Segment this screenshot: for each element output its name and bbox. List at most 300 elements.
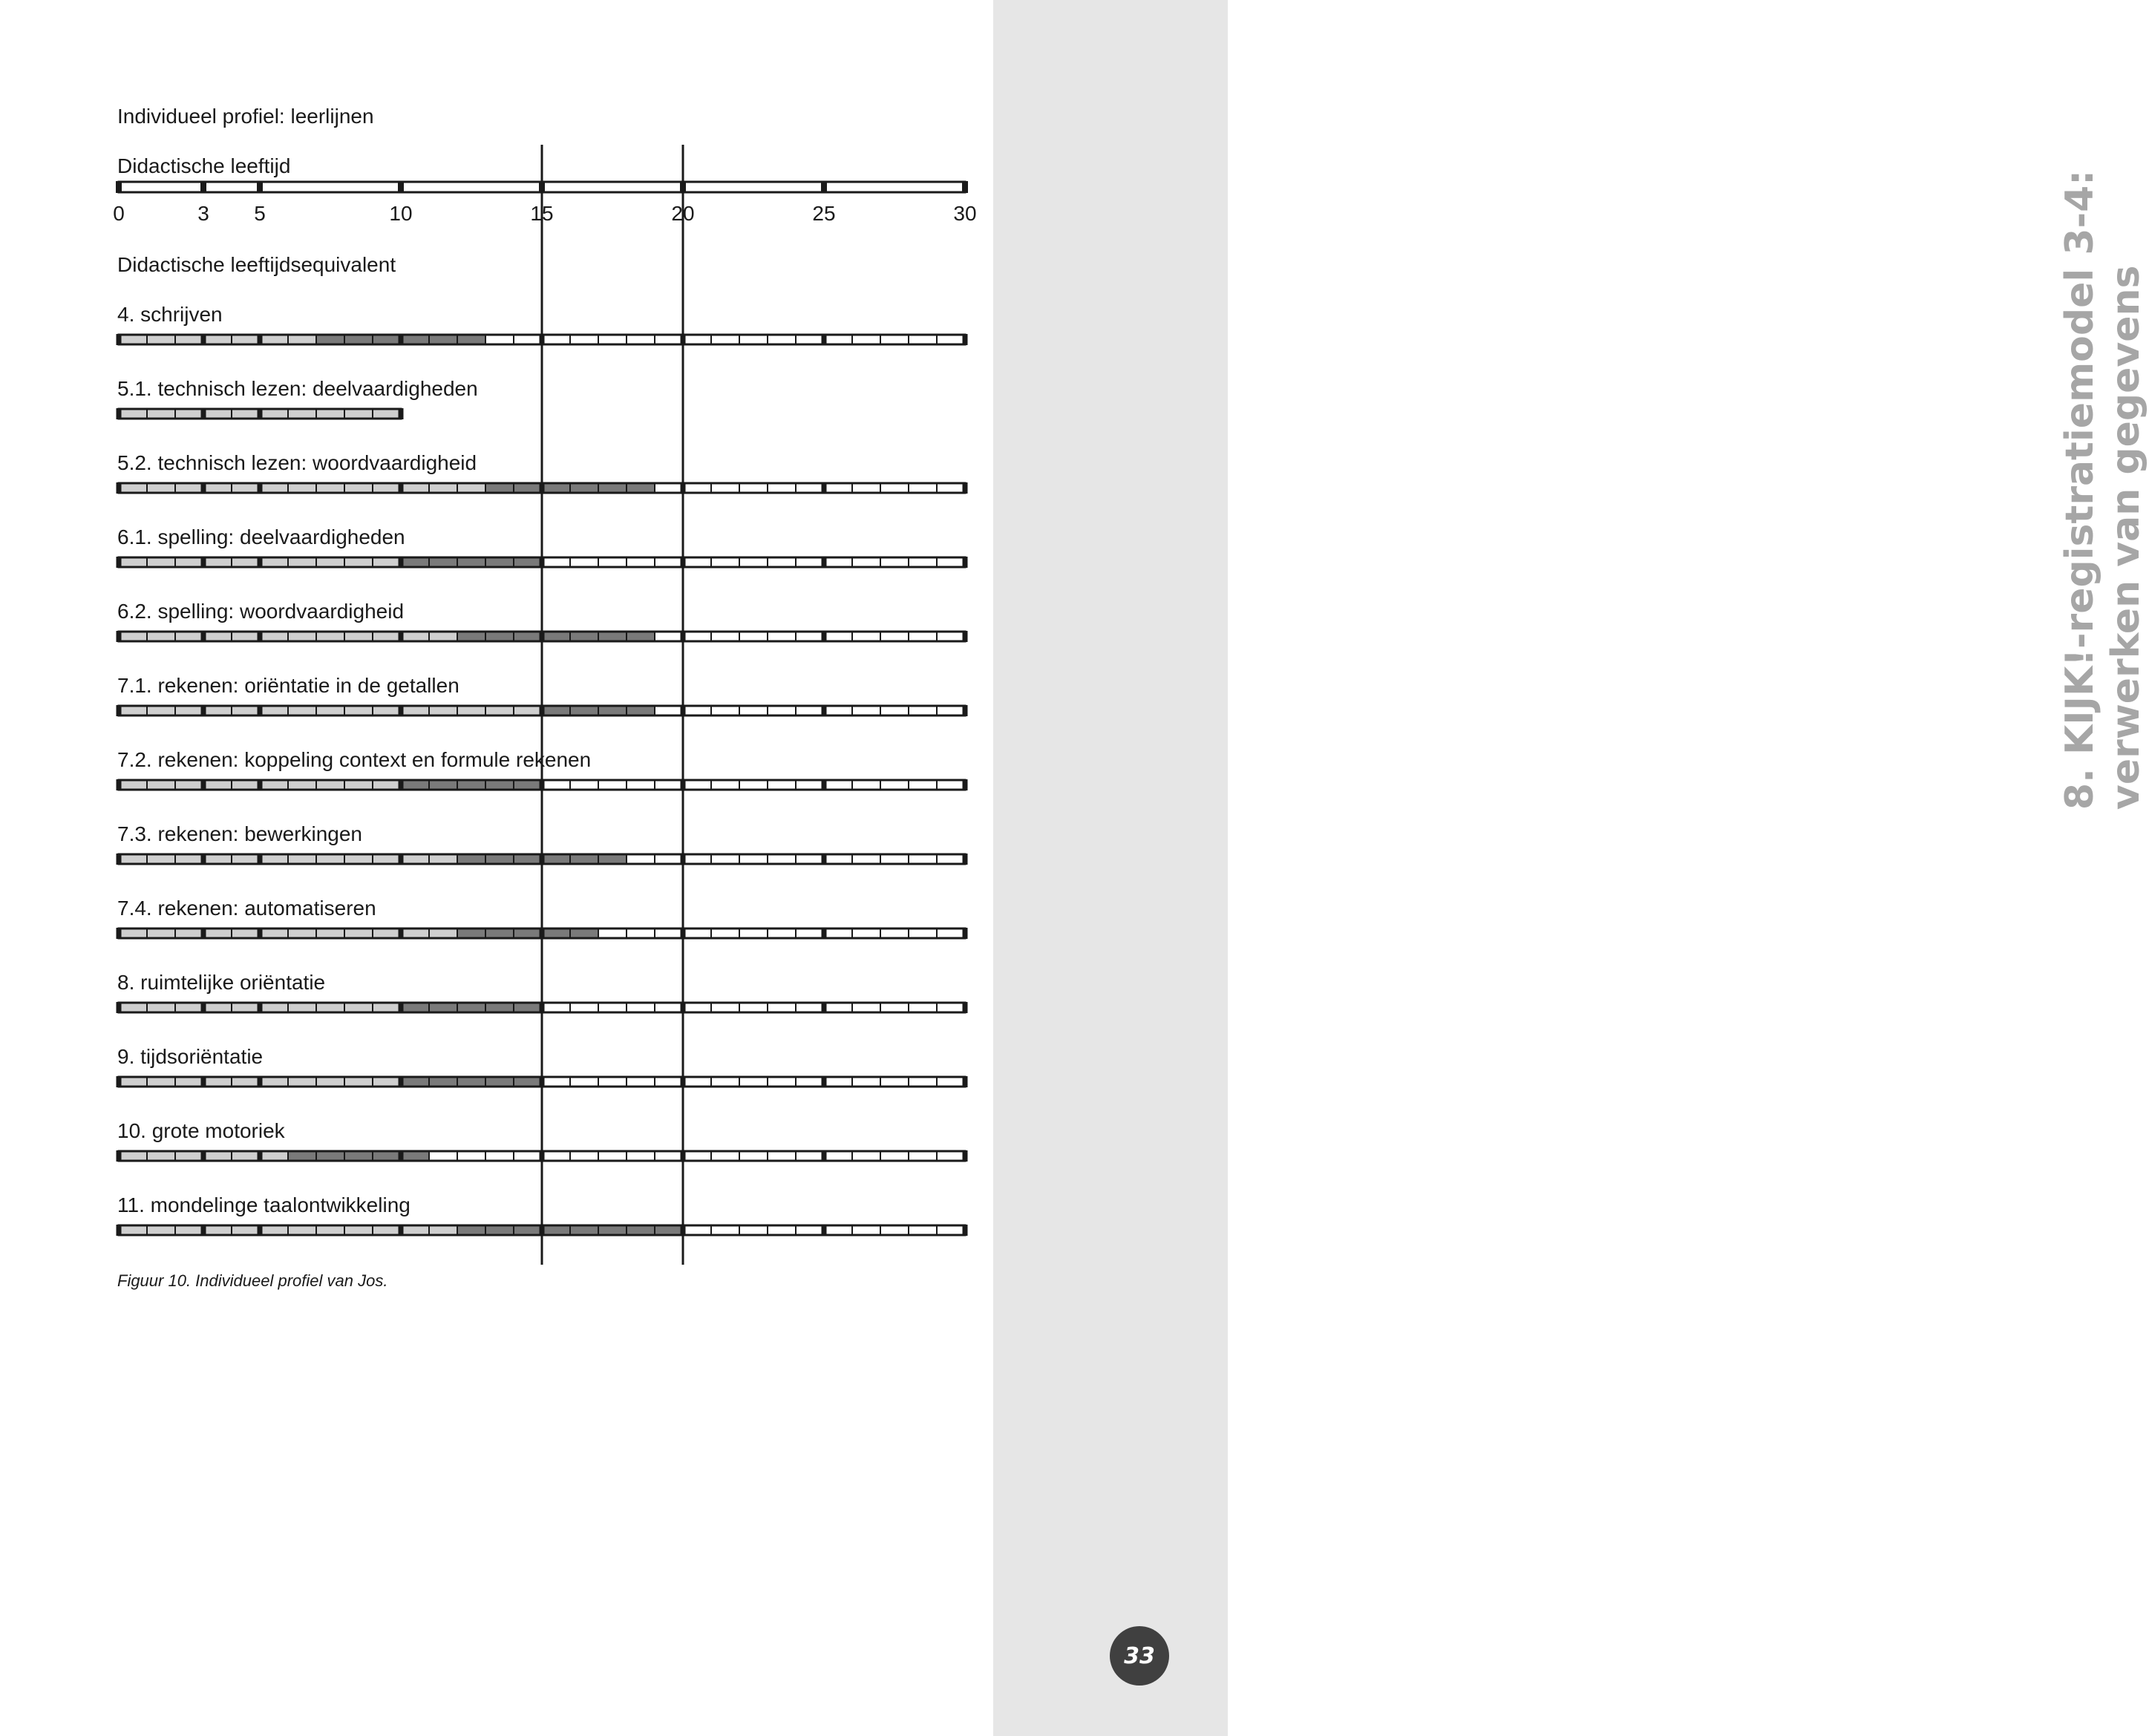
bar-cell [711,335,739,344]
bar-cell [401,335,429,344]
bar-marker [117,334,122,345]
bar-cell [683,1003,711,1012]
bar-cell [175,928,203,938]
row-bar [117,408,404,419]
bar-cell [880,632,909,641]
bar-cell [203,928,232,938]
bar-cell [627,928,655,938]
bar-cell [119,483,147,493]
bar-cell [570,632,598,641]
bar-cell [598,1151,627,1161]
bar-cell [119,1003,147,1012]
bar-marker [117,779,122,790]
bar-cell [570,557,598,567]
bar-cell [457,928,485,938]
tick-label-30: 30 [953,202,977,225]
bar-cell [429,854,457,864]
bar-marker [201,557,206,568]
bar-cell [288,409,316,419]
bar-cell [739,1077,768,1087]
bar-cell [316,1077,344,1087]
bar-cell [401,1077,429,1087]
bar-cell [570,1151,598,1161]
bar-cell [824,1003,852,1012]
bar-cell [542,854,570,864]
bar-cell [711,1151,739,1161]
bar-cell [852,632,880,641]
bar-cell [711,854,739,864]
bar-marker [258,1150,263,1162]
bar-marker [258,408,263,419]
bar-marker [822,705,827,716]
bar-cell [316,483,344,493]
bar-marker [201,1150,206,1162]
bar-marker [963,854,968,865]
tick-label-15: 15 [530,202,554,225]
bar-cell [288,1003,316,1012]
bar-cell [880,1151,909,1161]
bar-cell [683,1151,711,1161]
bar-cell [514,335,542,344]
bar-cell [937,483,965,493]
bar-cell [429,483,457,493]
bar-cell [598,557,627,567]
sidebar [993,0,2148,1736]
bar-cell [542,706,570,715]
bar-cell [768,483,796,493]
bar-cell [683,1225,711,1235]
bar-cell [937,1003,965,1012]
bar-cell [514,706,542,715]
bar-cell [316,928,344,938]
bar-cell [344,1003,373,1012]
bar-cell [768,1003,796,1012]
bar-cell [485,1225,514,1235]
bar-cell [655,706,683,715]
chapter-title-line-1: 8. KIJK!-registratiemodel 3-4: [2058,169,2102,810]
bar-marker [963,334,968,345]
age-axis [113,181,976,225]
bar-cell [627,1003,655,1012]
bar-cell [232,1003,260,1012]
bar-marker [117,705,122,716]
bar-cell [429,1151,457,1161]
bar-marker [399,631,404,642]
bar-cell [598,483,627,493]
bar-cell [175,632,203,641]
bar-cell [260,1003,288,1012]
bar-cell [852,1151,880,1161]
bar-cell [514,1225,542,1235]
bar-cell [316,557,344,567]
bar-marker [963,482,968,494]
bar-cell [316,632,344,641]
bar-marker [822,1225,827,1236]
bar-cell [542,928,570,938]
bar-cell [203,1225,232,1235]
bar-cell [683,854,711,864]
bar-cell [937,1151,965,1161]
bar-cell [344,1151,373,1161]
tick-label-0: 0 [113,202,125,225]
bar-cell [373,928,401,938]
bar-cell [909,557,937,567]
bar-cell [401,557,429,567]
bar-cell [147,483,175,493]
bar-cell [373,1151,401,1161]
bar-cell [937,780,965,790]
bar-cell [542,1225,570,1235]
bar-cell [401,780,429,790]
bar-cell [485,780,514,790]
bar-cell [711,780,739,790]
bar-cell [373,1225,401,1235]
bar-marker [399,557,404,568]
row-label: 10. grote motoriek [117,1119,285,1142]
bar-marker [117,1002,122,1013]
bar-marker [822,334,827,345]
bar-cell [119,335,147,344]
bar-marker [117,1076,122,1087]
bar-cell [429,557,457,567]
bar-marker [201,482,206,494]
bar-cell [457,335,485,344]
bar-cell [880,1225,909,1235]
bar-cell [627,1225,655,1235]
bar-cell [316,706,344,715]
tick-label-20: 20 [671,202,695,225]
bar-cell [655,1003,683,1012]
bar-cell [598,1003,627,1012]
bar-cell [570,706,598,715]
bar-cell [937,557,965,567]
bar-cell [203,854,232,864]
bar-cell [344,780,373,790]
bar-cell [796,1151,824,1161]
tick-label-25: 25 [812,202,836,225]
bar-cell [373,335,401,344]
bar-cell [288,1077,316,1087]
bar-cell [542,557,570,567]
bar-marker [399,854,404,865]
bar-cell [598,335,627,344]
bar-marker [117,482,122,494]
bar-cell [147,854,175,864]
bar-marker [963,1002,968,1013]
bar-cell [768,706,796,715]
bar-cell [542,1077,570,1087]
bar-marker [822,1150,827,1162]
bar-cell [316,335,344,344]
bar-cell [655,335,683,344]
bar-cell [852,483,880,493]
bar-cell [627,706,655,715]
profile-chart [0,0,993,1306]
bar-cell [175,706,203,715]
bar-cell [485,706,514,715]
row-label: 7.3. rekenen: bewerkingen [117,822,362,845]
bar-cell [485,1151,514,1161]
bar-cell [796,557,824,567]
bar-cell [260,1151,288,1161]
bar-cell [796,928,824,938]
bar-cell [457,780,485,790]
bar-cell [485,928,514,938]
bar-cell [175,557,203,567]
bar-cell [373,557,401,567]
bar-cell [119,557,147,567]
bar-cell [655,1151,683,1161]
bar-marker [399,1225,404,1236]
bar-marker [963,631,968,642]
bar-cell [880,1077,909,1087]
bar-cell [373,780,401,790]
bar-cell [739,854,768,864]
bar-cell [768,854,796,864]
bar-marker [258,631,263,642]
bar-cell [824,928,852,938]
bar-cell [147,706,175,715]
bar-cell [880,854,909,864]
bar-cell [852,706,880,715]
bar-cell [260,483,288,493]
bar-cell [232,1225,260,1235]
tick-label-5: 5 [254,202,266,225]
bar-cell [852,1003,880,1012]
bar-cell [203,409,232,419]
bar-cell [514,1003,542,1012]
bar-marker [399,1002,404,1013]
bar-marker [963,779,968,790]
bar-cell [373,1003,401,1012]
row-label: 5.1. technisch lezen: deelvaardigheden [117,377,478,400]
bar-cell [232,780,260,790]
bar-cell [542,632,570,641]
bar-cell [909,928,937,938]
bar-marker [117,631,122,642]
bar-cell [655,928,683,938]
bar-cell [768,1077,796,1087]
bar-cell [429,1225,457,1235]
bar-cell [627,483,655,493]
bar-cell [909,780,937,790]
bar-cell [457,1003,485,1012]
bar-cell [119,409,147,419]
bar-cell [852,1225,880,1235]
row-label: 8. ruimtelijke oriëntatie [117,971,326,994]
bar-cell [203,335,232,344]
bar-cell [175,409,203,419]
bar-cell [739,335,768,344]
bar-cell [147,632,175,641]
bar-cell [909,483,937,493]
bar-cell [824,780,852,790]
bar-marker [822,631,827,642]
bar-marker [201,705,206,716]
bar-marker [117,557,122,568]
bar-cell [485,1077,514,1087]
bar-cell [514,854,542,864]
bar-cell [203,632,232,641]
row-label: 6.1. spelling: deelvaardigheden [117,525,405,548]
bar-cell [627,780,655,790]
bar-cell [344,335,373,344]
bar-cell [457,632,485,641]
bar-cell [739,1225,768,1235]
bar-cell [429,632,457,641]
bar-marker [822,928,827,939]
bar-cell [655,557,683,567]
bar-cell [232,409,260,419]
bar-cell [627,854,655,864]
bar-cell [598,780,627,790]
bar-cell [570,335,598,344]
bar-marker [399,1076,404,1087]
bar-cell [909,854,937,864]
bar-cell [260,706,288,715]
bar-cell [260,928,288,938]
bar-cell [457,854,485,864]
bar-cell [796,1003,824,1012]
bar-cell [457,706,485,715]
bar-cell [627,557,655,567]
row-label: 7.1. rekenen: oriëntatie in de getallen [117,674,459,697]
bar-cell [655,1077,683,1087]
bar-cell [768,632,796,641]
bar-cell [119,780,147,790]
bar-cell [316,780,344,790]
axis-tick-5 [257,181,263,193]
row-label: 9. tijdsoriëntatie [117,1045,264,1068]
bar-cell [457,557,485,567]
bar-marker [822,1076,827,1087]
bar-cell [880,706,909,715]
bar-cell [401,1003,429,1012]
bar-cell [373,706,401,715]
bar-cell [598,706,627,715]
bar-cell [655,632,683,641]
bar-cell [429,780,457,790]
bar-cell [373,632,401,641]
bar-cell [457,1077,485,1087]
bar-cell [937,1225,965,1235]
bar-marker [201,928,206,939]
bar-cell [768,1225,796,1235]
bar-marker [963,1150,968,1162]
bar-cell [203,780,232,790]
bar-cell [739,1003,768,1012]
bar-marker [258,482,263,494]
bar-cell [260,557,288,567]
bar-cell [598,1225,627,1235]
bar-cell [373,483,401,493]
bar-cell [739,706,768,715]
bar-cell [739,632,768,641]
bar-cell [344,409,373,419]
bar-cell [768,928,796,938]
bar-cell [260,780,288,790]
bar-cell [796,1225,824,1235]
bar-cell [852,1077,880,1087]
axis-tick-3 [200,181,206,193]
bar-cell [824,1077,852,1087]
bar-cell [260,854,288,864]
bar-cell [232,854,260,864]
bar-cell [739,557,768,567]
bar-cell [344,1225,373,1235]
bar-cell [232,557,260,567]
bar-cell [655,1225,683,1235]
bar-cell [203,1003,232,1012]
bar-marker [201,334,206,345]
bar-cell [288,780,316,790]
bar-cell [344,1077,373,1087]
bar-cell [627,335,655,344]
bar-cell [232,632,260,641]
row-label: 5.2. technisch lezen: woordvaardigheid [117,451,477,474]
bar-cell [514,557,542,567]
figure-caption: Figuur 10. Individueel profiel van Jos. [117,1271,388,1290]
bar-cell [175,1225,203,1235]
bar-cell [880,335,909,344]
bar-cell [824,335,852,344]
chart-title: Individueel profiel: leerlijnen [117,105,374,128]
bar-cell [796,335,824,344]
bar-cell [824,706,852,715]
bar-cell [147,1151,175,1161]
bar-marker [258,1002,263,1013]
bar-cell [373,409,401,419]
bar-marker [258,1225,263,1236]
bar-cell [175,1151,203,1161]
axis-tick-0 [116,181,122,193]
bar-marker [201,854,206,865]
bar-cell [288,928,316,938]
bar-cell [288,854,316,864]
bar-marker [822,482,827,494]
bar-cell [119,854,147,864]
bar-cell [796,780,824,790]
bar-cell [683,557,711,567]
bar-cell [401,1151,429,1161]
bar-cell [401,928,429,938]
bar-marker [822,854,827,865]
bar-marker [822,557,827,568]
bar-marker [963,928,968,939]
bar-cell [598,928,627,938]
row-label: 6.2. spelling: woordvaardigheid [117,600,405,623]
bar-cell [232,1077,260,1087]
bar-cell [711,1003,739,1012]
bar-cell [909,335,937,344]
bar-cell [683,780,711,790]
bar-cell [203,706,232,715]
bar-cell [711,928,739,938]
bar-cell [514,1151,542,1161]
bar-cell [485,632,514,641]
bar-cell [768,335,796,344]
bar-cell [796,483,824,493]
bar-cell [937,706,965,715]
bar-cell [288,632,316,641]
bar-cell [570,1077,598,1087]
bar-cell [598,632,627,641]
bar-marker [201,779,206,790]
bar-cell [344,928,373,938]
section-label: Didactische leeftijdsequivalent [117,253,396,276]
profile-row [117,377,478,419]
bar-cell [627,1077,655,1087]
